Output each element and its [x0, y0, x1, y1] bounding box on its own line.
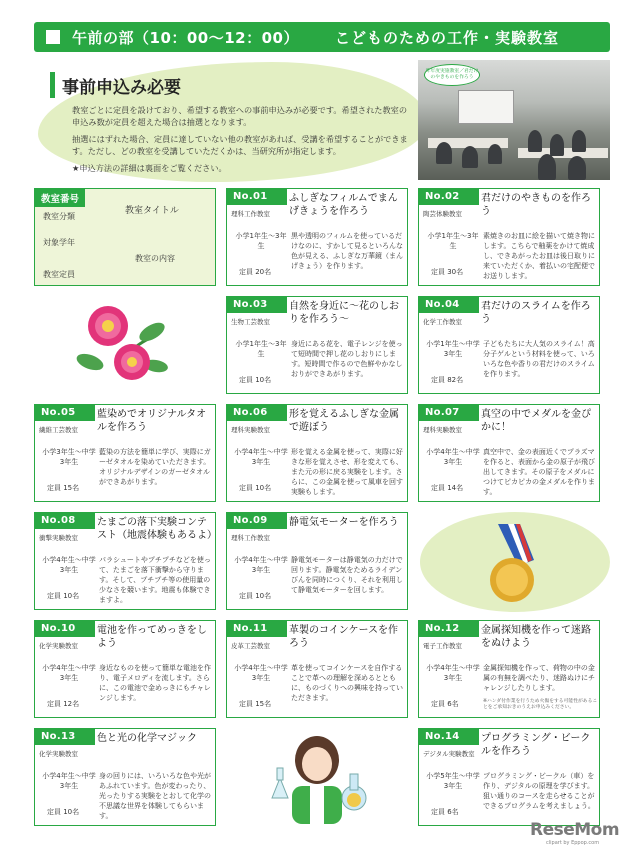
class-card: [34, 620, 216, 718]
notice-text: [72, 104, 412, 179]
class-description: 身近にある花を、電子レンジを使って短時間で押し花のしおりにします。短時間で作るので色鮮やかなしおりができあがります。: [291, 340, 403, 378]
class-capacity: 定員 82名: [431, 376, 464, 384]
class-capacity: 定員 10名: [239, 484, 272, 492]
class-description: 静電気モーターは静電気の力だけで回ります。静電気をためるライデンびんを同時につくり、それを利用して静電気モーターを回します。: [291, 556, 403, 594]
class-category: 皮革工芸教室: [231, 642, 270, 650]
class-grade: 小学4年生〜中学3年生: [426, 448, 480, 466]
class-grade: 小学1年生〜3年生: [235, 232, 287, 250]
resemom-watermark: ReseMom: [530, 820, 620, 840]
class-number: No.06: [227, 405, 287, 421]
class-description: 革を使ってコインケースを自作することで革への理解を深めるとともに、ものづくりへの興味を持っていただきます。: [291, 664, 403, 702]
notice-line-3: ★申込方法の詳細は裏面をご覧ください。: [72, 163, 227, 173]
class-card: [226, 404, 408, 502]
class-card: [226, 512, 408, 610]
class-title: 君だけのスライムを作ろう: [481, 301, 591, 325]
class-capacity: 定員 20名: [239, 268, 272, 276]
notice-line-1: 教室ごとに定員を設けており、希望する教室への事前申込みが必要です。希望された教室の申込み数が定員を超えた場合は抽選となります。: [72, 105, 408, 127]
class-capacity: 定員 12名: [47, 700, 80, 708]
class-category: 理科実験教室: [231, 426, 270, 434]
class-capacity: 定員 30名: [431, 268, 464, 276]
class-category: 生物工芸教室: [231, 318, 270, 326]
class-category: 繊維工芸教室: [39, 426, 78, 434]
class-grade: 小学1年生〜中学3年生: [426, 340, 480, 358]
class-grade: 小学1年生〜3年生: [235, 340, 287, 358]
class-card: [418, 296, 600, 394]
class-capacity: 定員 10名: [47, 808, 80, 816]
class-category: 陶芸体験教室: [423, 210, 462, 218]
class-title: プログラミング・ビークルを作ろう: [481, 733, 591, 757]
legend-title: 教室タイトル: [125, 206, 179, 216]
header-square-mark: [46, 30, 60, 44]
class-category: デジタル実験教室: [423, 750, 475, 758]
class-card: [226, 620, 408, 718]
scientist-girl-illustration: [262, 728, 372, 828]
class-category: 理科工作教室: [231, 534, 270, 542]
class-category: 化学実験教室: [39, 750, 78, 758]
legend-capacity: 教室定員: [43, 270, 75, 279]
class-card: [226, 296, 408, 394]
page-title: こどものための工作・実験教室: [335, 28, 560, 47]
class-title: 色と光の化学マジック: [97, 733, 197, 744]
class-number: No.08: [35, 513, 95, 529]
class-description: 藍染の方法を簡単に学び、実際にガーゼタオルを染めていただきます。オリジナルデザインのガーゼタオルができあがります。: [99, 448, 211, 486]
class-number: No.12: [419, 621, 479, 637]
gold-medal-illustration: [468, 520, 564, 610]
class-number: No.01: [227, 189, 287, 205]
class-capacity: 定員 15名: [47, 484, 80, 492]
class-note: ※ハンダ付作業を行うため火傷をする可能性があることをご承知おきのうえお申込みください。: [483, 699, 598, 710]
class-description: 真空中で、金の表面近くでプラズマを作ると、表面から金の原子が飛び出してきます。その原子をメダルにつけてピカピカの金メダルを作ります。: [483, 448, 595, 496]
class-description: パラシュートやプチプチなどを使って、たまごを落下衝撃から守ります。そして、プチプチ等の使用量の少なさを競います。地震も体験できますよ。: [99, 556, 211, 604]
class-card: [418, 620, 600, 718]
class-title: たまごの落下実験コンテスト（地震体験もあるよ）: [97, 517, 217, 541]
class-grade: 小学1年生〜3年生: [427, 232, 479, 250]
class-grade: 小学3年生〜中学3年生: [42, 448, 96, 466]
class-number: No.07: [419, 405, 479, 421]
class-capacity: 定員 10名: [239, 376, 272, 384]
class-card: [34, 512, 216, 610]
clipart-credit: clipart by Eppop.com: [546, 840, 600, 846]
class-capacity: 定員 10名: [47, 592, 80, 600]
class-category: 衝撃実験教室: [39, 534, 78, 542]
class-category: 理科実験教室: [423, 426, 462, 434]
class-card: [418, 404, 600, 502]
class-grade: 小学4年生〜中学3年生: [42, 772, 96, 790]
notice-title: 事前申込み必要: [62, 78, 181, 98]
class-number: No.03: [227, 297, 287, 313]
class-grade: 小学4年生〜中学3年生: [234, 448, 288, 466]
class-number: No.09: [227, 513, 287, 529]
camellia-flower-illustration: [60, 296, 180, 392]
class-number: No.14: [419, 729, 479, 745]
class-number: No.13: [35, 729, 95, 745]
session-header: [34, 22, 610, 52]
legend-number-tag: 教室番号: [35, 189, 85, 207]
class-card: [418, 728, 600, 826]
class-category: 理科工作教室: [231, 210, 270, 218]
class-description: 金属探知機を作って、荷物の中の金属の有無を調べたり、迷路ぬけにチャレンジしたりします。: [483, 664, 595, 692]
class-title: 真空の中でメダルを金ぴかに！: [481, 409, 591, 433]
class-capacity: 定員 15名: [239, 700, 272, 708]
class-description: 身の回りには、いろいろな色や光があふれています。色が変わったり、光ったりする実験をとおして化学の不思議な世界を体験してもらいます。: [99, 772, 211, 820]
class-category: 化学実験教室: [39, 642, 78, 650]
photo-caption-badge: 昨年度実施教室／君だけのやきものを作ろう: [424, 64, 480, 86]
session-time: 午前の部（10：00〜12：00）: [72, 28, 299, 47]
class-title: 自然を身近に〜花のしおりを作ろう〜: [289, 301, 399, 325]
notice-line-2: 抽選にはずれた場合、定員に達していない他の教室があれば、受講を希望することができます。ただし、どの教室を受講していただくかは、当研究所が指定します。: [72, 134, 408, 156]
class-description: 形を覚える金属を使って、実際に好きな形を覚えさせ、形を変えても、また元の形に戻る実験をします。さらに、この金属を使って風車を回す実験もします。: [291, 448, 403, 496]
class-capacity: 定員 6名: [431, 700, 459, 708]
class-capacity: 定員 6名: [431, 808, 459, 816]
class-description: 身近なものを使って簡単な電池を作り、電子メロディを流します。さらに、この電池で金めっきにもチャレンジします。: [99, 664, 211, 702]
class-title: 形を覚えるふしぎな金属で遊ぼう: [289, 409, 399, 433]
class-title: 電池を作ってめっきをしよう: [97, 625, 207, 649]
class-description: 素焼きのお皿に絵を描いて焼き物にします。こちらで釉薬をかけて焼成し、できあがったお皿は後日取りに来ていただくか、着払いの宅配便でお送りします。: [483, 232, 595, 280]
class-number: No.10: [35, 621, 95, 637]
class-card: [34, 404, 216, 502]
class-card: [418, 188, 600, 286]
class-title: 君だけのやきものを作ろう: [481, 193, 591, 217]
class-grade: 小学4年生〜中学3年生: [234, 556, 288, 574]
class-description: 子どもたちに大人気のスライム！高分子ゲルという材料を使って、いろいろな色や香りの君だけのスライムを作ります。: [483, 340, 595, 378]
class-category: 化学工作教室: [423, 318, 462, 326]
class-description: 黒や透明のフィルムを使っているだけなのに、すかして見るといろんな色が見える、ふしぎな万華鏡（まんげきょう）を作ります。: [291, 232, 403, 270]
legend-box: [34, 188, 216, 286]
class-title: 藍染めでオリジナルタオルを作ろう: [97, 409, 207, 433]
legend-content: 教室の内容: [135, 254, 175, 263]
class-card: [34, 728, 216, 826]
class-grade: 小学4年生〜中学3年生: [426, 664, 480, 682]
photo-projector-screen: [458, 90, 514, 124]
class-category: 電子工作教室: [423, 642, 462, 650]
class-title: 静電気モーターを作ろう: [289, 517, 399, 528]
class-grade: 小学4年生〜中学3年生: [42, 664, 96, 682]
class-card: [226, 188, 408, 286]
class-description: プログラミング・ビークル（車）を作り、デジタルの原理を学びます。狙い通りのコースを走らせることができるプログラムを考えましょう。: [483, 772, 595, 810]
notice-accent-bar: [50, 72, 55, 98]
class-number: No.04: [419, 297, 479, 313]
class-title: 革製のコインケースを作ろう: [289, 625, 398, 649]
class-number: No.02: [419, 189, 479, 205]
class-title: ふしぎなフィルムでまんげきょうを作ろう: [289, 193, 398, 217]
class-title: 金属探知機を作って迷路をぬけよう: [481, 625, 591, 649]
legend-category: 教室分類: [43, 212, 75, 221]
class-grade: 小学4年生〜中学3年生: [234, 664, 288, 682]
class-capacity: 定員 14名: [431, 484, 464, 492]
class-capacity: 定員 10名: [239, 592, 272, 600]
class-number: No.11: [227, 621, 287, 637]
class-number: No.05: [35, 405, 95, 421]
class-grade: 小学4年生〜中学3年生: [42, 556, 96, 574]
class-grade: 小学5年生〜中学3年生: [426, 772, 480, 790]
legend-grade: 対象学年: [43, 238, 75, 247]
